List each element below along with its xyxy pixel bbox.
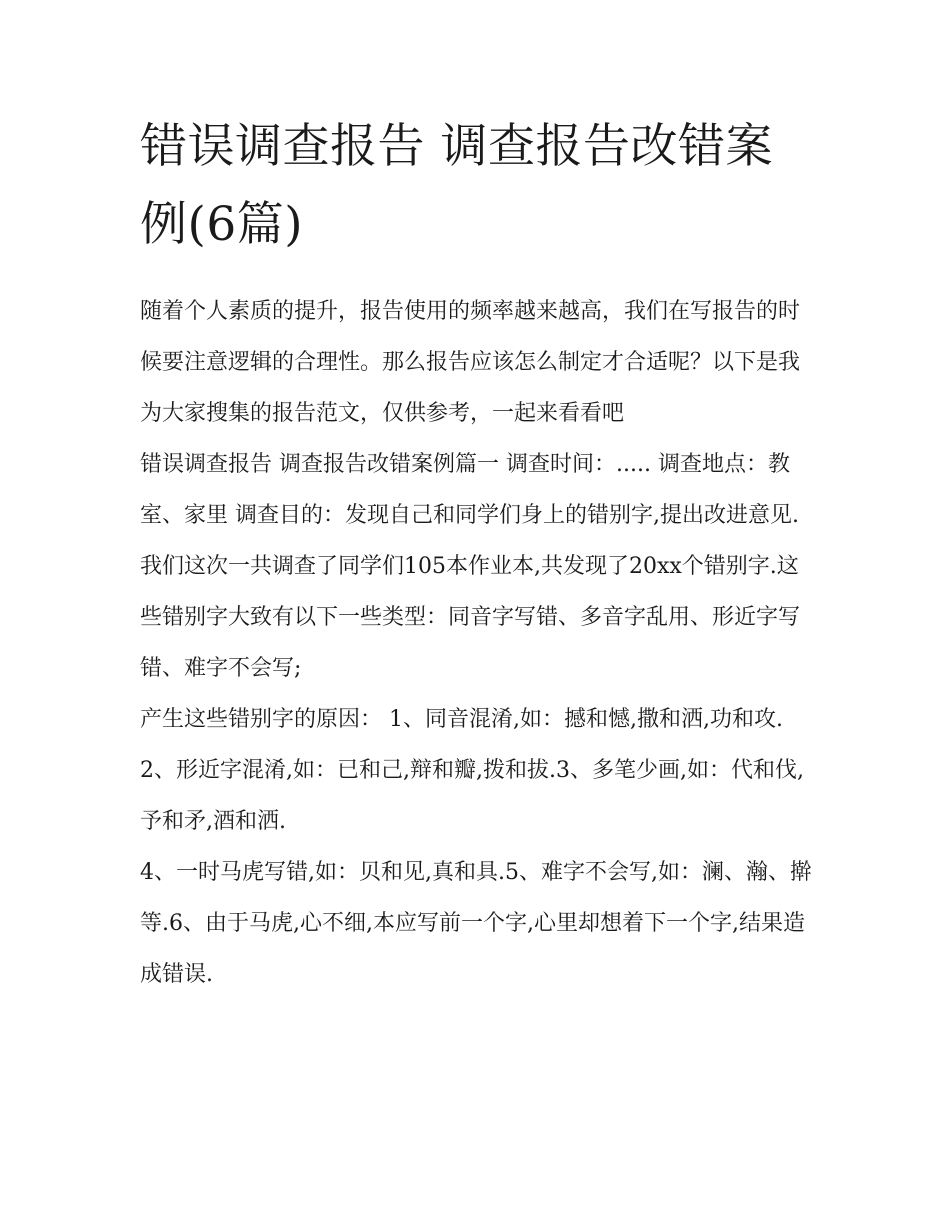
paragraph-survey-info: 错误调查报告 调查报告改错案例篇一 调查时间：..... 调查地点：教室、家里 调查目的：发现自己和同学们身上的错别字,提出改进意见.	[140, 452, 799, 528]
paragraph-causes: 产生这些错别字的原因： 1、同音混淆,如：撼和憾,撒和洒,功和攻.2、形近字混淆,如：已和己,辩和瓣,拨和拔.3、多笔少画,如：代和伐,予和矛,酒和洒.	[140, 707, 804, 834]
paragraph-intro: 随着个人素质的提升，报告使用的频率越来越高，我们在写报告的时候要注意逻辑的合理性。那么报告应该怎么制定才合适呢？以下是我为大家搜集的报告范文，仅供参考，一起来看看吧	[140, 299, 801, 426]
document-page	[140, 108, 815, 1000]
document-title: 错误调查报告 调查报告改错案例(6篇)	[140, 119, 773, 252]
paragraph-survey-results: 我们这次一共调查了同学们105本作业本,共发现了20xx个错别字.这些错别字大致有以下一些类型：同音字写错、多音字乱用、形近字写错、难字不会写;	[140, 554, 801, 681]
paragraph-causes-continued: 4、一时马虎写错,如：贝和见,真和具.5、难字不会写,如：澜、瀚、擀等.6、由于马虎,心不细,本应写前一个字,心里却想着下一个字,结果造成错误.	[140, 860, 812, 987]
